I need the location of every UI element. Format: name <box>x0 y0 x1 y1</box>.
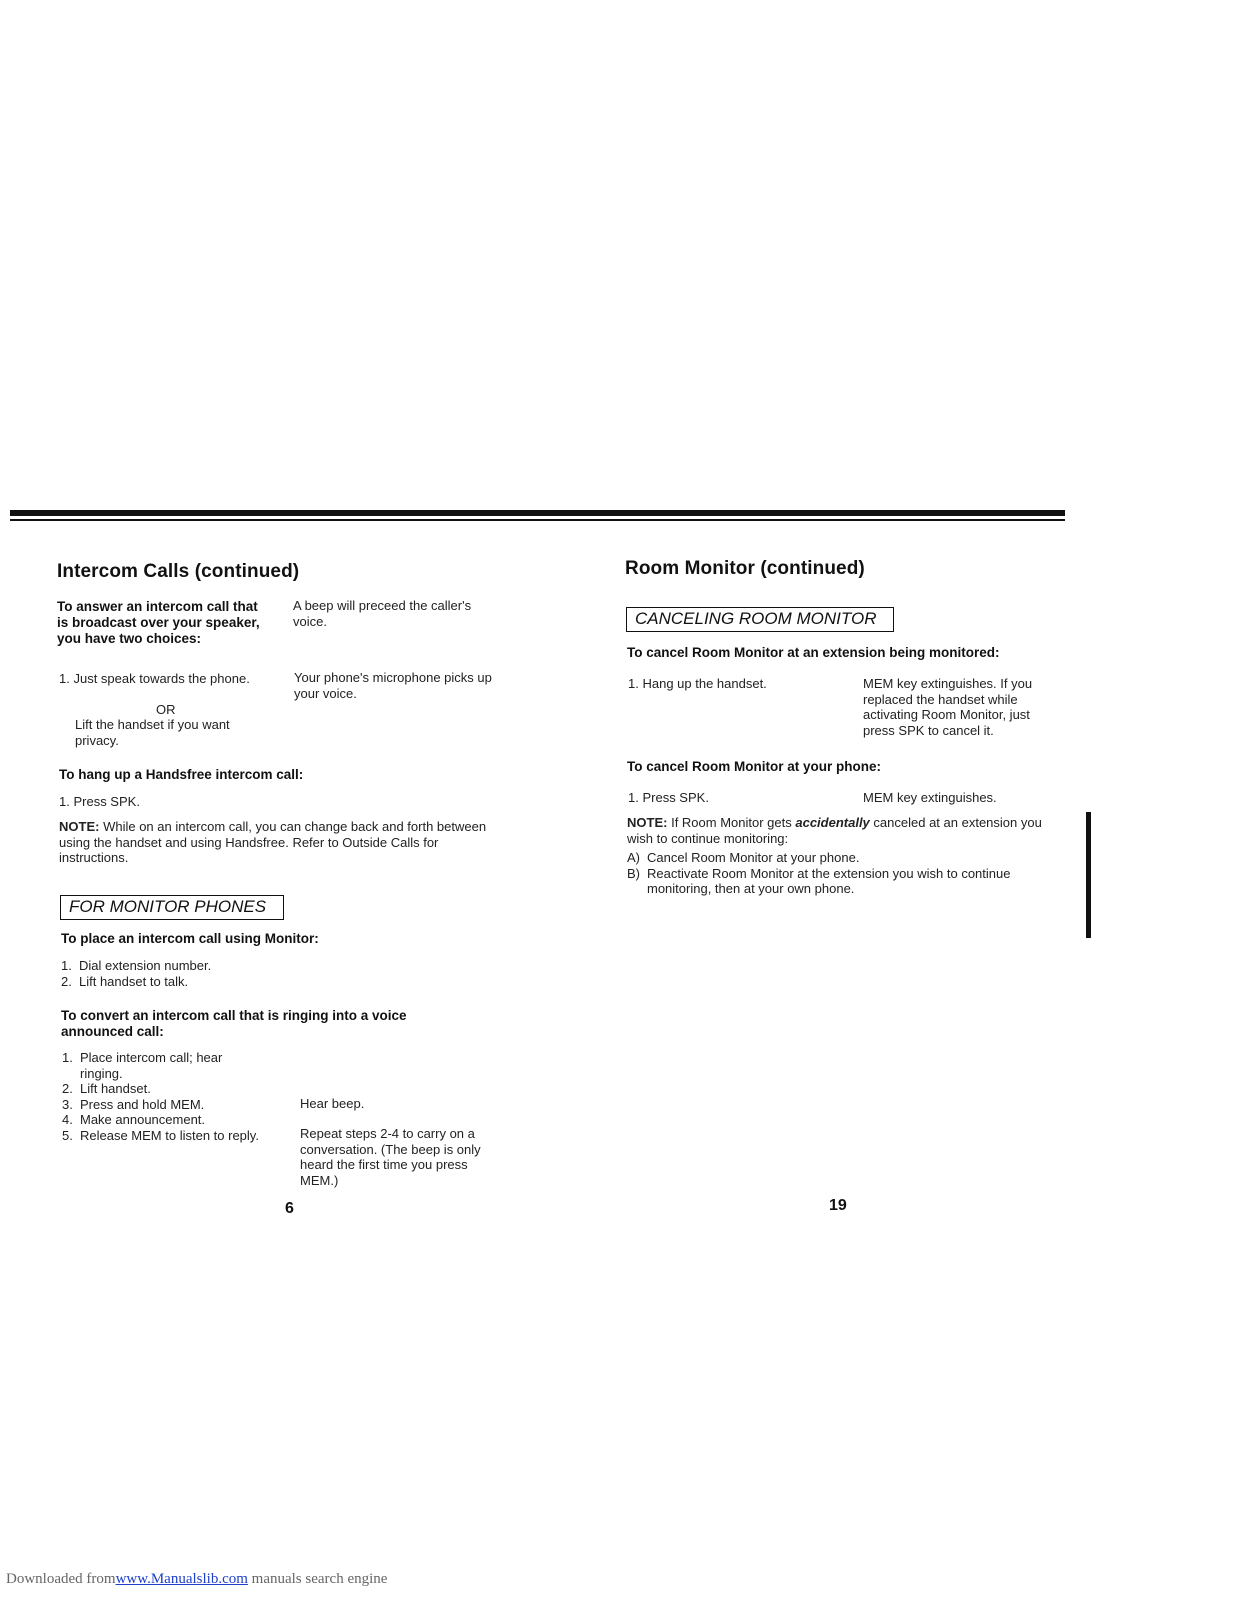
convert-steps <box>62 1050 277 1143</box>
place-heading: To place an intercom call using Monitor: <box>61 931 319 946</box>
answer-heading: To answer an intercom call that is broadcast over your speaker, you have two choices: <box>57 599 260 646</box>
cancel-yours-step1 <box>628 790 709 806</box>
left-page-title: Intercom Calls (continued) <box>57 561 300 582</box>
list-item: 4. Make announcement. <box>62 1112 206 1127</box>
step-number: 1. <box>59 671 70 686</box>
beep-note: A beep will preceed the caller's voice. <box>293 598 472 629</box>
footer-suffix: manuals search engine <box>251 1571 388 1587</box>
list-item: 1. Place intercom call; hear ringing. <box>62 1050 223 1081</box>
step-text: Just speak towards the phone. <box>73 671 250 686</box>
answer-step1 <box>59 671 274 687</box>
place-steps <box>61 958 261 989</box>
convert-result-5: Repeat steps 2-4 to carry on a conversation. (The beep is only heard the first time you press MEM.) <box>300 1126 481 1188</box>
step-number: 1. <box>59 794 70 809</box>
hangup-heading: To hang up a Handsfree intercom call: <box>59 767 304 782</box>
monitor-phones-box: FOR MONITOR PHONES <box>60 895 284 920</box>
cancel-extension-step1 <box>628 676 767 692</box>
note-label: NOTE: <box>59 819 100 834</box>
step-text: Press SPK. <box>73 794 140 809</box>
cancel-extension-result: MEM key extinguishes. If you replaced the handset while activating Room Monitor, just press SPK to cancel it. <box>863 676 1033 738</box>
hangup-step1 <box>59 794 140 810</box>
download-footer <box>6 1571 387 1588</box>
hangup-note <box>59 819 491 866</box>
note-label: NOTE: <box>627 815 668 830</box>
list-item: 2. Lift handset. <box>62 1081 151 1096</box>
cancel-yours-heading: To cancel Room Monitor at your phone: <box>627 759 882 774</box>
header-rule-thick <box>10 510 1065 516</box>
note-text: canceled at an extension you wish to continue monitoring: <box>627 815 1042 846</box>
convert-result-3: Hear beep. <box>300 1096 365 1111</box>
note-text: While on an intercom call, you can change back and forth between using the handset and using Handsfree. Refer to Outside Calls for instructions. <box>59 819 487 865</box>
right-page-number: 19 <box>829 1197 847 1214</box>
manualslib-link[interactable]: www.Manualslib.com <box>115 1571 248 1587</box>
or-label: OR <box>156 702 176 717</box>
list-item: 2. Lift handset to talk. <box>61 973 189 989</box>
list-item: A) Cancel Room Monitor at your phone. <box>627 850 860 865</box>
footer-prefix: Downloaded from <box>6 1571 116 1587</box>
list-item: 5. Release MEM to listen to reply. <box>62 1127 259 1143</box>
right-page-title: Room Monitor (continued) <box>625 558 865 579</box>
note-text: If Room Monitor gets <box>671 815 792 830</box>
list-item: B) Reactivate Room Monitor at the extension you wish to continue monitoring, then at your own phone. <box>627 865 1011 896</box>
cancel-extension-heading: To cancel Room Monitor at an extension being monitored: <box>627 645 1000 660</box>
step-number: 1. <box>628 676 639 691</box>
list-item: 1. Dial extension number. <box>61 958 212 973</box>
cancel-yours-note <box>627 815 1067 846</box>
change-bar <box>1086 812 1091 938</box>
step-number: 1. <box>628 790 639 805</box>
convert-heading: To convert an intercom call that is ringing into a voice announced call: <box>61 1008 407 1039</box>
canceling-room-monitor-box: CANCELING ROOM MONITOR <box>626 607 894 632</box>
answer-alternative: Lift the handset if you want privacy. <box>75 717 230 748</box>
step-text: Press SPK. <box>642 790 709 805</box>
answer-step1-result: Your phone's microphone picks up your voice. <box>294 670 492 701</box>
header-rule-thin <box>10 519 1065 521</box>
left-page-number: 6 <box>285 1200 294 1217</box>
step-text: Hang up the handset. <box>642 676 767 691</box>
cancel-yours-options <box>627 850 1047 897</box>
list-item: 3. Press and hold MEM. <box>62 1096 205 1112</box>
note-emphasis: accidentally <box>795 815 870 830</box>
cancel-yours-result: MEM key extinguishes. <box>863 790 997 805</box>
